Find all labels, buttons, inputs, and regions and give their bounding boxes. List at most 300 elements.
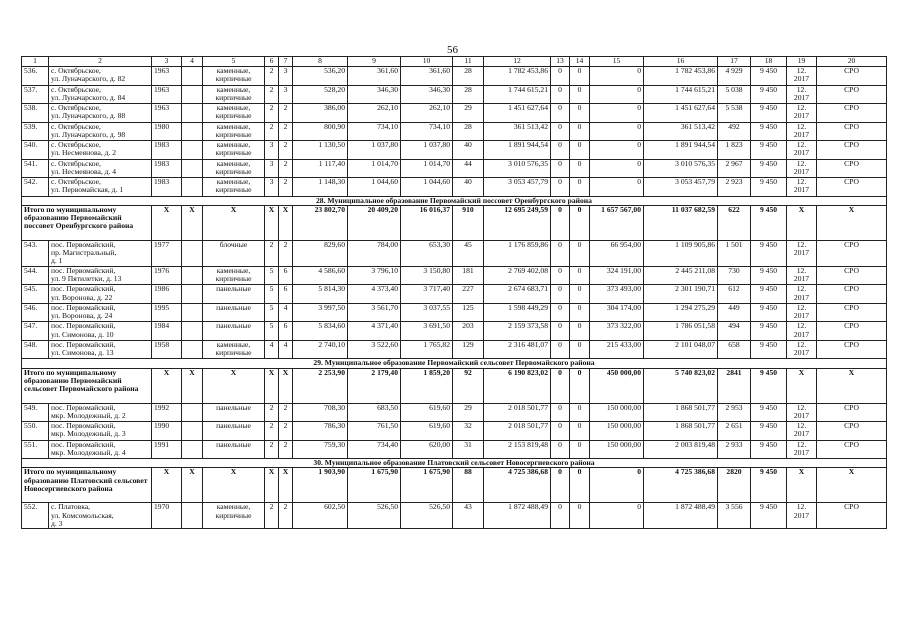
col14-text: 0: [577, 177, 582, 186]
col4-empty: [182, 440, 203, 459]
area-total-text: 2 740,10: [318, 340, 345, 349]
address-text: ул. Луначарского, д. 88: [51, 111, 126, 121]
area-premises-text: 361,60: [377, 66, 398, 75]
address-text: мкр. Молодежный, д. 4: [51, 447, 126, 457]
col16: [644, 422, 718, 441]
col15: [590, 67, 644, 86]
col13-text: 0: [558, 103, 562, 112]
total-cost-text: 12 695 249,59: [504, 205, 548, 214]
repair-cost-text: 361 513,42: [513, 122, 548, 131]
unit-cost: [718, 422, 751, 441]
total-area-total-text: 2 253,90: [318, 368, 345, 377]
build-year-text: 1995: [154, 303, 170, 312]
area-premises-text: 526,50: [377, 502, 398, 512]
residents: [453, 67, 484, 86]
area-total: [293, 104, 348, 123]
col4-empty: [182, 141, 203, 160]
address: [49, 403, 152, 422]
total-x-material-text: X: [230, 205, 237, 214]
table-body: [22, 67, 887, 529]
unit-cost-text: 658: [728, 340, 740, 349]
limit-cost: [751, 104, 787, 123]
repair-cost-text: 2 018 501,77: [508, 403, 548, 412]
residents: [453, 240, 484, 266]
address-text: ул. Воронова, д. 24: [51, 311, 113, 321]
floors: [265, 85, 279, 104]
wall-material-text: кирпичные: [215, 92, 252, 102]
build-year: [152, 159, 182, 178]
floors: [265, 104, 279, 123]
repair-method: [817, 67, 887, 86]
limit-cost: [751, 422, 787, 441]
address-text: пос. Первомайский,: [51, 240, 116, 249]
repair-method-text: СРО: [844, 440, 859, 449]
entrances: [279, 422, 293, 441]
floors-text: 3: [269, 177, 274, 186]
address: [49, 266, 152, 285]
unit-cost-text: 2 967: [725, 159, 743, 168]
col14: [570, 159, 590, 178]
col14: [570, 85, 590, 104]
wall-material-text: каменные,: [216, 502, 251, 512]
wall-material: [203, 322, 265, 341]
wall-material: [203, 67, 265, 86]
col14: [570, 340, 590, 359]
total-x-material: [203, 468, 265, 503]
area-premises-text: 784,00: [377, 240, 398, 249]
col16-text: 3 053 457,79: [675, 177, 715, 186]
col13-text: 0: [558, 159, 562, 168]
completion-date-text: 2017: [793, 129, 810, 139]
col4-empty: [182, 240, 203, 266]
completion-date: [787, 340, 817, 359]
build-year-text: 1991: [154, 440, 170, 449]
row-number: [22, 285, 49, 304]
col13: [551, 141, 570, 160]
unit-cost: [718, 67, 751, 86]
area-total: [293, 178, 348, 197]
wall-material: [203, 422, 265, 441]
wall-material-text: кирпичные: [215, 74, 252, 84]
area-residential: [401, 159, 453, 178]
residents-text: 32: [464, 421, 472, 431]
col15: [590, 122, 644, 141]
col13: [551, 266, 570, 285]
unit-cost-text: 4 929: [725, 66, 743, 75]
repair-method-text: СРО: [844, 403, 859, 412]
completion-date-text: 2017: [793, 429, 810, 439]
build-year-text: 1983: [154, 177, 170, 186]
limit-cost-text: 9 450: [759, 284, 778, 294]
entrances: [279, 285, 293, 304]
area-total-text: 602,50: [324, 502, 345, 512]
total-area-premises: [348, 468, 401, 503]
repair-cost: [484, 422, 551, 441]
repair-method: [817, 340, 887, 359]
floors-text: 5: [269, 321, 274, 331]
col4-empty: [182, 67, 203, 86]
column-number-2: 2: [49, 57, 152, 67]
floors: [265, 422, 279, 441]
col16: [644, 503, 718, 529]
table-row: [22, 266, 887, 285]
wall-material: [203, 159, 265, 178]
completion-date-text: 2017: [793, 185, 810, 195]
section-header-row: [22, 359, 887, 368]
page-number: 56: [447, 44, 458, 56]
entrances: [279, 240, 293, 266]
repair-cost: [484, 340, 551, 359]
total-x-year-text: X: [163, 205, 170, 214]
repair-method-text: СРО: [844, 159, 859, 168]
area-residential-text: 3 150,80: [423, 266, 450, 275]
col16: [644, 266, 718, 285]
col14: [570, 67, 590, 86]
build-year: [152, 141, 182, 160]
address-text: ул. Первомайская, д. 1: [51, 185, 124, 195]
col16: [644, 440, 718, 459]
floors-text: 2: [269, 440, 274, 449]
column-number-3: 3: [152, 57, 182, 67]
col14-text: 0: [577, 240, 582, 249]
address: [49, 303, 152, 322]
col4-empty: [182, 303, 203, 322]
entrances: [279, 266, 293, 285]
area-premises-text: 1 037,80: [371, 140, 398, 149]
col13: [551, 303, 570, 322]
table-row: [22, 503, 887, 529]
area-premises-text: 734,40: [377, 440, 398, 449]
address-text: с. Октябрьское,: [51, 159, 101, 168]
residents-text: 40: [464, 177, 472, 186]
entrances: [279, 340, 293, 359]
column-number-17: 17: [718, 57, 751, 67]
total-label-text: Итого по муниципальному образованию Первомайский поссовет Оренбургского района: [24, 205, 134, 231]
table-row: [22, 141, 887, 160]
col14-text: 0: [577, 266, 582, 275]
address-text: с. Октябрьское,: [51, 140, 101, 149]
limit-cost: [751, 322, 787, 341]
table-row: [22, 422, 887, 441]
col13-text: 0: [558, 177, 562, 186]
address-text: ул. Луначарского, д. 82: [51, 74, 126, 84]
total-col16: [644, 205, 718, 240]
row-number: [22, 422, 49, 441]
area-total-text: 1 148,30: [318, 177, 345, 186]
entrances-text: 4: [283, 340, 288, 349]
col13-text: 0: [558, 340, 562, 349]
col14: [570, 122, 590, 141]
area-total: [293, 240, 348, 266]
completion-date-text: 2017: [793, 292, 810, 302]
row-number: [22, 159, 49, 178]
completion-date-text: 12.: [796, 284, 807, 294]
floors: [265, 440, 279, 459]
col16-text: 1 872 488,49: [675, 502, 715, 512]
address-text: пр. Магистральный,: [51, 248, 117, 258]
col16: [644, 322, 718, 341]
address-text: пос. Первомайский,: [51, 321, 116, 331]
repair-method-text: СРО: [844, 66, 859, 75]
address: [49, 159, 152, 178]
col15: [590, 403, 644, 422]
col15-text: 215 433,00: [606, 340, 641, 349]
area-total-text: 1 117,40: [318, 159, 345, 168]
limit-cost-text: 9 450: [759, 321, 778, 331]
repair-cost: [484, 266, 551, 285]
residents-text: 29: [464, 403, 472, 412]
column-number-20: 20: [817, 57, 887, 67]
col13: [551, 285, 570, 304]
wall-material-text: кирпичные: [215, 148, 252, 158]
floors-text: 2: [269, 66, 274, 75]
total-col15: [590, 205, 644, 240]
total-cost: [484, 368, 551, 403]
row-number-text: 540.: [24, 140, 38, 149]
area-premises: [348, 104, 401, 123]
area-total: [293, 266, 348, 285]
row-number-text: 552.: [24, 502, 38, 512]
residents-text: 129: [462, 340, 474, 349]
total-residents: [453, 468, 484, 503]
wall-material-text: кирпичные: [215, 348, 252, 358]
address: [49, 67, 152, 86]
row-number-text: 545.: [24, 284, 38, 294]
floors: [265, 303, 279, 322]
floors: [265, 67, 279, 86]
col13: [551, 503, 570, 529]
area-total: [293, 122, 348, 141]
wall-material: [203, 122, 265, 141]
col13: [551, 240, 570, 266]
address-text: с. Октябрьское,: [51, 66, 101, 75]
area-residential-text: 262,10: [429, 103, 450, 112]
col16: [644, 122, 718, 141]
area-residential-text: 1 044,60: [423, 177, 450, 186]
area-residential-text: 361,60: [429, 66, 450, 75]
total-x-material-text: X: [230, 368, 237, 377]
col16-text: 361 513,42: [680, 122, 715, 131]
unit-cost-text: 3 556: [725, 502, 743, 512]
area-total-text: 786,30: [324, 421, 345, 431]
total-col13: [551, 468, 570, 503]
total-area-residential-text: 1 859,20: [423, 368, 450, 377]
col13: [551, 340, 570, 359]
completion-date: [787, 159, 817, 178]
col13: [551, 67, 570, 86]
total-cost: [484, 468, 551, 503]
repair-method-text: СРО: [844, 266, 859, 275]
col15: [590, 285, 644, 304]
wall-material-text: кирпичные: [215, 129, 252, 139]
address: [49, 122, 152, 141]
repair-method: [817, 303, 887, 322]
entrances: [279, 440, 293, 459]
area-premises: [348, 422, 401, 441]
total-x-material: [203, 368, 265, 403]
row-number-text: 539.: [24, 122, 38, 131]
col13-text: 0: [558, 240, 562, 249]
repair-cost: [484, 104, 551, 123]
col14-text: 0: [577, 85, 582, 94]
total-x-col4: [182, 468, 203, 503]
col15-text: 0: [637, 159, 641, 168]
repair-cost: [484, 85, 551, 104]
area-total: [293, 67, 348, 86]
entrances: [279, 85, 293, 104]
completion-date-text: 12.: [796, 403, 807, 412]
repair-method-text: СРО: [844, 177, 859, 186]
unit-cost: [718, 159, 751, 178]
total-limit-cost: [751, 368, 787, 403]
total-col14-text: 0: [577, 368, 582, 377]
col13: [551, 422, 570, 441]
area-residential: [401, 440, 453, 459]
col16-text: 1 744 615,21: [675, 85, 715, 94]
area-premises-text: 1 044,60: [371, 177, 398, 186]
total-x-method: [817, 368, 887, 403]
area-residential: [401, 266, 453, 285]
row-number: [22, 178, 49, 197]
col13-text: 0: [558, 403, 562, 412]
unit-cost-text: 449: [728, 303, 740, 312]
col16: [644, 159, 718, 178]
area-premises-text: 346,30: [377, 85, 398, 94]
completion-date-text: 2017: [793, 447, 810, 457]
total-unit-cost: [718, 205, 751, 240]
entrances: [279, 104, 293, 123]
col13-text: 0: [558, 421, 562, 431]
entrances-text: 2: [283, 103, 288, 112]
col15-text: 0: [637, 85, 641, 94]
area-residential: [401, 141, 453, 160]
row-number: [22, 240, 49, 266]
col13-text: 0: [558, 303, 562, 312]
col4-empty: [182, 266, 203, 285]
total-col15-text: 1 657 567,00: [601, 205, 641, 214]
limit-cost: [751, 178, 787, 197]
entrances: [279, 322, 293, 341]
repair-method: [817, 122, 887, 141]
col15: [590, 303, 644, 322]
wall-material: [203, 85, 265, 104]
col13: [551, 159, 570, 178]
col14: [570, 503, 590, 529]
total-col13-text: 0: [558, 467, 562, 477]
residents: [453, 340, 484, 359]
total-residents-text: 92: [464, 368, 472, 377]
unit-cost-text: 494: [728, 321, 740, 331]
row-number-text: 549.: [24, 403, 38, 412]
unit-cost-text: 2 923: [725, 177, 743, 186]
completion-date-text: 12.: [796, 103, 807, 112]
entrances-text: 2: [283, 421, 288, 431]
area-residential-text: 653,30: [429, 240, 450, 249]
col15-text: 150 000,00: [606, 403, 641, 412]
address-text: д. 3: [51, 518, 63, 528]
column-number-9: 9: [348, 57, 401, 67]
entrances-text: 2: [283, 159, 288, 168]
col4-empty: [182, 178, 203, 197]
col14-text: 0: [577, 66, 582, 75]
wall-material-text: каменные,: [216, 140, 251, 149]
floors: [265, 285, 279, 304]
entrances-text: 2: [283, 240, 288, 249]
completion-date-text: 2017: [793, 410, 810, 420]
address: [49, 503, 152, 529]
limit-cost-text: 9 450: [759, 502, 778, 512]
table-row: [22, 85, 887, 104]
area-total-text: 829,60: [324, 240, 345, 249]
residents-text: 181: [462, 266, 474, 275]
limit-cost-text: 9 450: [759, 66, 778, 75]
col16: [644, 303, 718, 322]
area-total-text: 528,20: [324, 85, 345, 94]
total-area-residential: [401, 205, 453, 240]
col16-text: 2 003 819,48: [675, 440, 715, 449]
col16: [644, 403, 718, 422]
unit-cost: [718, 122, 751, 141]
build-year: [152, 303, 182, 322]
area-total: [293, 141, 348, 160]
area-total-text: 800,90: [324, 122, 345, 131]
residents: [453, 85, 484, 104]
col4-empty: [182, 285, 203, 304]
col14-text: 0: [577, 421, 582, 431]
row-number-text: 543.: [24, 240, 38, 249]
section-title-text: 30. Муниципальное образование Платовский сельсовет Новосергиевского района: [313, 458, 595, 468]
unit-cost: [718, 340, 751, 359]
area-premises-text: 3 522,60: [371, 340, 398, 349]
col13-text: 0: [558, 284, 562, 294]
unit-cost: [718, 440, 751, 459]
col14-text: 0: [577, 321, 582, 331]
area-premises: [348, 85, 401, 104]
total-area-total: [293, 368, 348, 403]
area-total-text: 536,20: [324, 66, 345, 75]
wall-material-text: каменные,: [216, 85, 251, 94]
address-text: с. Октябрьское,: [51, 85, 101, 94]
col14-text: 0: [577, 122, 582, 131]
residents: [453, 178, 484, 197]
area-total-text: 3 997,50: [318, 303, 345, 312]
col16-text: 1 891 944,54: [675, 140, 715, 149]
total-x-material-text: X: [230, 467, 237, 477]
floors-text: 5: [269, 266, 274, 275]
area-residential-text: 3 691,50: [423, 321, 450, 331]
total-unit-cost: [718, 368, 751, 403]
area-premises: [348, 240, 401, 266]
column-number-6: 6: [265, 57, 279, 67]
col15: [590, 440, 644, 459]
area-premises: [348, 67, 401, 86]
repair-method-text: СРО: [844, 421, 859, 431]
area-residential-text: 1 037,80: [423, 140, 450, 149]
area-total-text: 4 586,60: [318, 266, 345, 275]
build-year-text: 1990: [154, 421, 170, 431]
residents: [453, 122, 484, 141]
unit-cost-text: 730: [728, 266, 740, 275]
address: [49, 340, 152, 359]
area-residential-text: 1 014,70: [423, 159, 450, 168]
repair-method: [817, 422, 887, 441]
entrances: [279, 303, 293, 322]
area-total: [293, 322, 348, 341]
total-limit-cost: [751, 205, 787, 240]
total-x-method-text: X: [848, 368, 855, 377]
repair-method-text: СРО: [844, 321, 859, 331]
total-col16-text: 5 740 823,02: [675, 368, 715, 377]
